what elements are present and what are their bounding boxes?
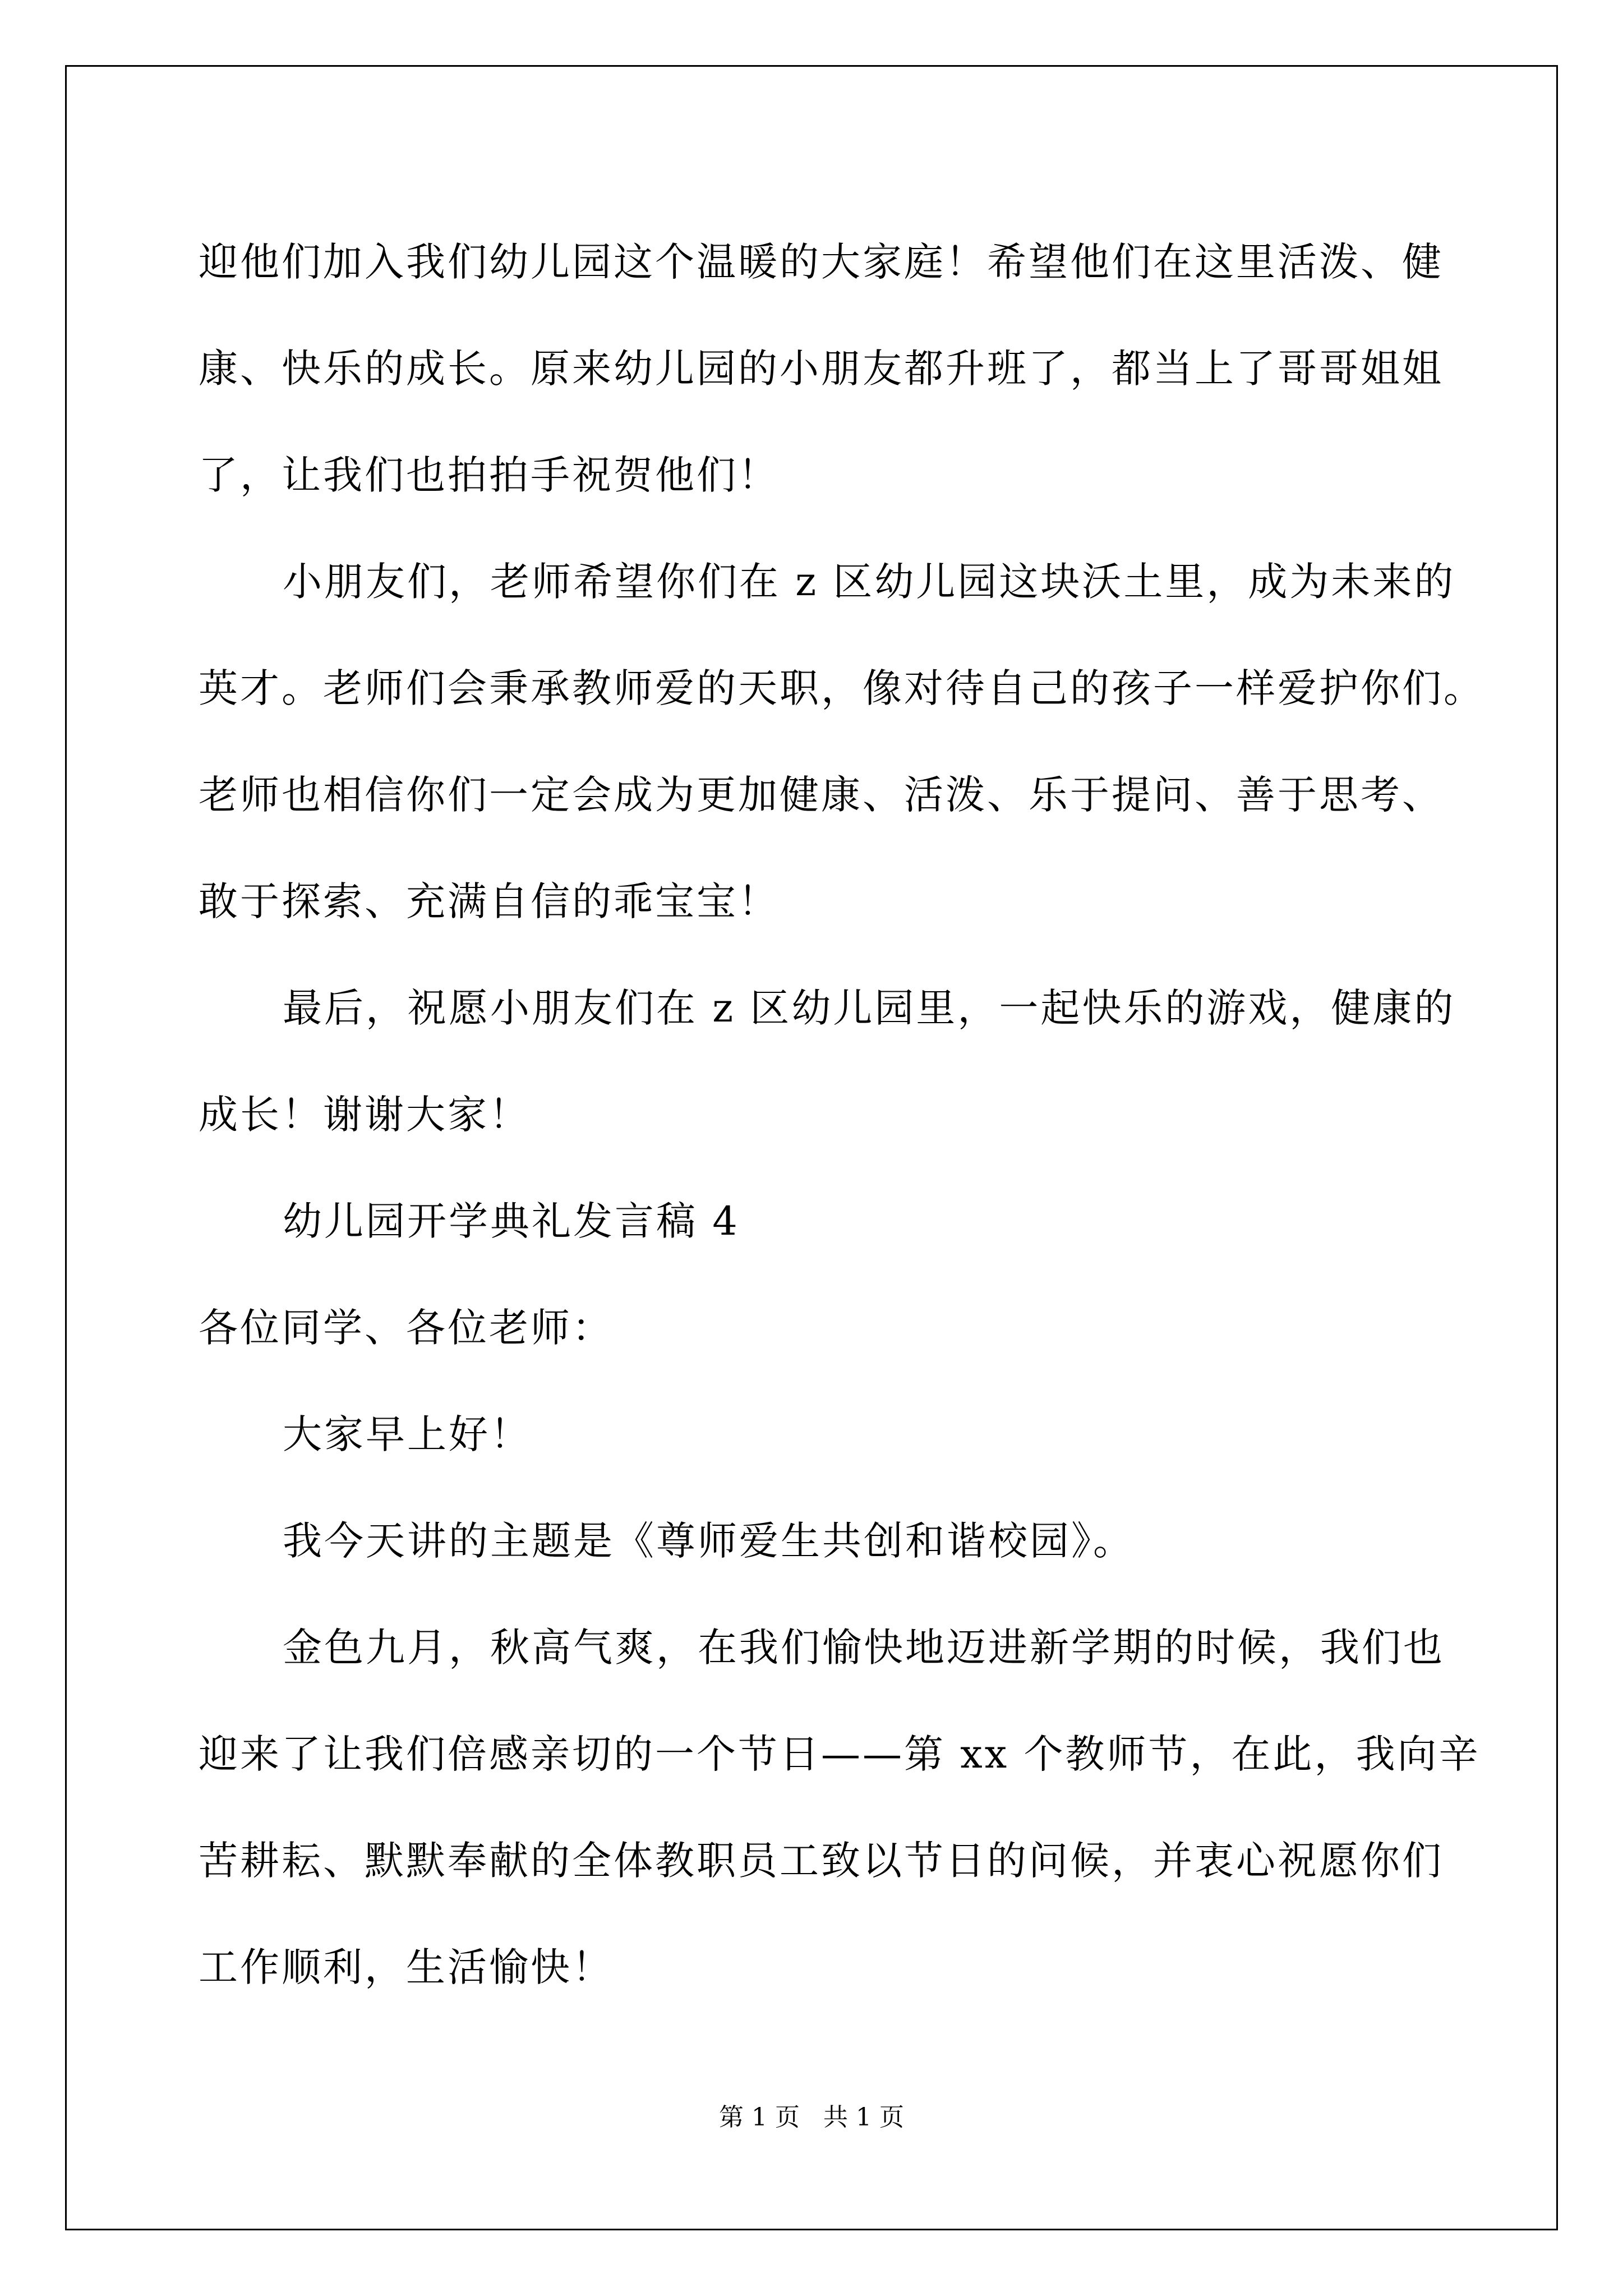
text-line: 康、快乐的成长。原来幼儿园的小朋友都升班了，都当上了哥哥姐姐 [199, 346, 1444, 392]
salutation: 各位同学、各位老师： [199, 1305, 614, 1351]
text-line: 苦耕耘、默默奉献的全体教职员工致以节日的问候，并衷心祝愿你们 [199, 1838, 1444, 1884]
text-line: 老师也相信你们一定会成为更加健康、活泼、乐于提问、善于思考、 [199, 772, 1444, 818]
text-line: 工作顺利，生活愉快！ [199, 1944, 614, 1990]
text-line: 小朋友们，老师希望你们在 z 区幼儿园这块沃土里，成为未来的 [283, 559, 1456, 605]
text-line: 迎来了让我们倍感亲切的一个节日——第 xx 个教师节，在此，我向辛 [199, 1731, 1481, 1777]
section-heading: 幼儿园开学典礼发言稿 4 [283, 1198, 740, 1244]
text-line: 成长！谢谢大家！ [199, 1092, 531, 1138]
text-line: 英才。老师们会秉承教师爱的天职，像对待自己的孩子一样爱护你们。 [199, 665, 1485, 711]
text-line: 敢于探索、充满自信的乖宝宝！ [199, 878, 780, 924]
document-body [199, 209, 1485, 2021]
text-line: 了，让我们也拍拍手祝贺他们！ [199, 452, 780, 498]
greeting: 大家早上好！ [283, 1411, 532, 1457]
text-line: 金色九月，秋高气爽，在我们愉快地迈进新学期的时候，我们也 [283, 1625, 1445, 1671]
text-line: 迎他们加入我们幼儿园这个温暖的大家庭！希望他们在这里活泼、健 [199, 239, 1444, 285]
text-line: 最后，祝愿小朋友们在 z 区幼儿园里，一起快乐的游戏，健康的 [283, 985, 1456, 1031]
page-number-footer: 第 1 页 共 1 页 [719, 2103, 904, 2132]
text-line: 我今天讲的主题是《尊师爱生共创和谐校园》。 [283, 1518, 1135, 1564]
